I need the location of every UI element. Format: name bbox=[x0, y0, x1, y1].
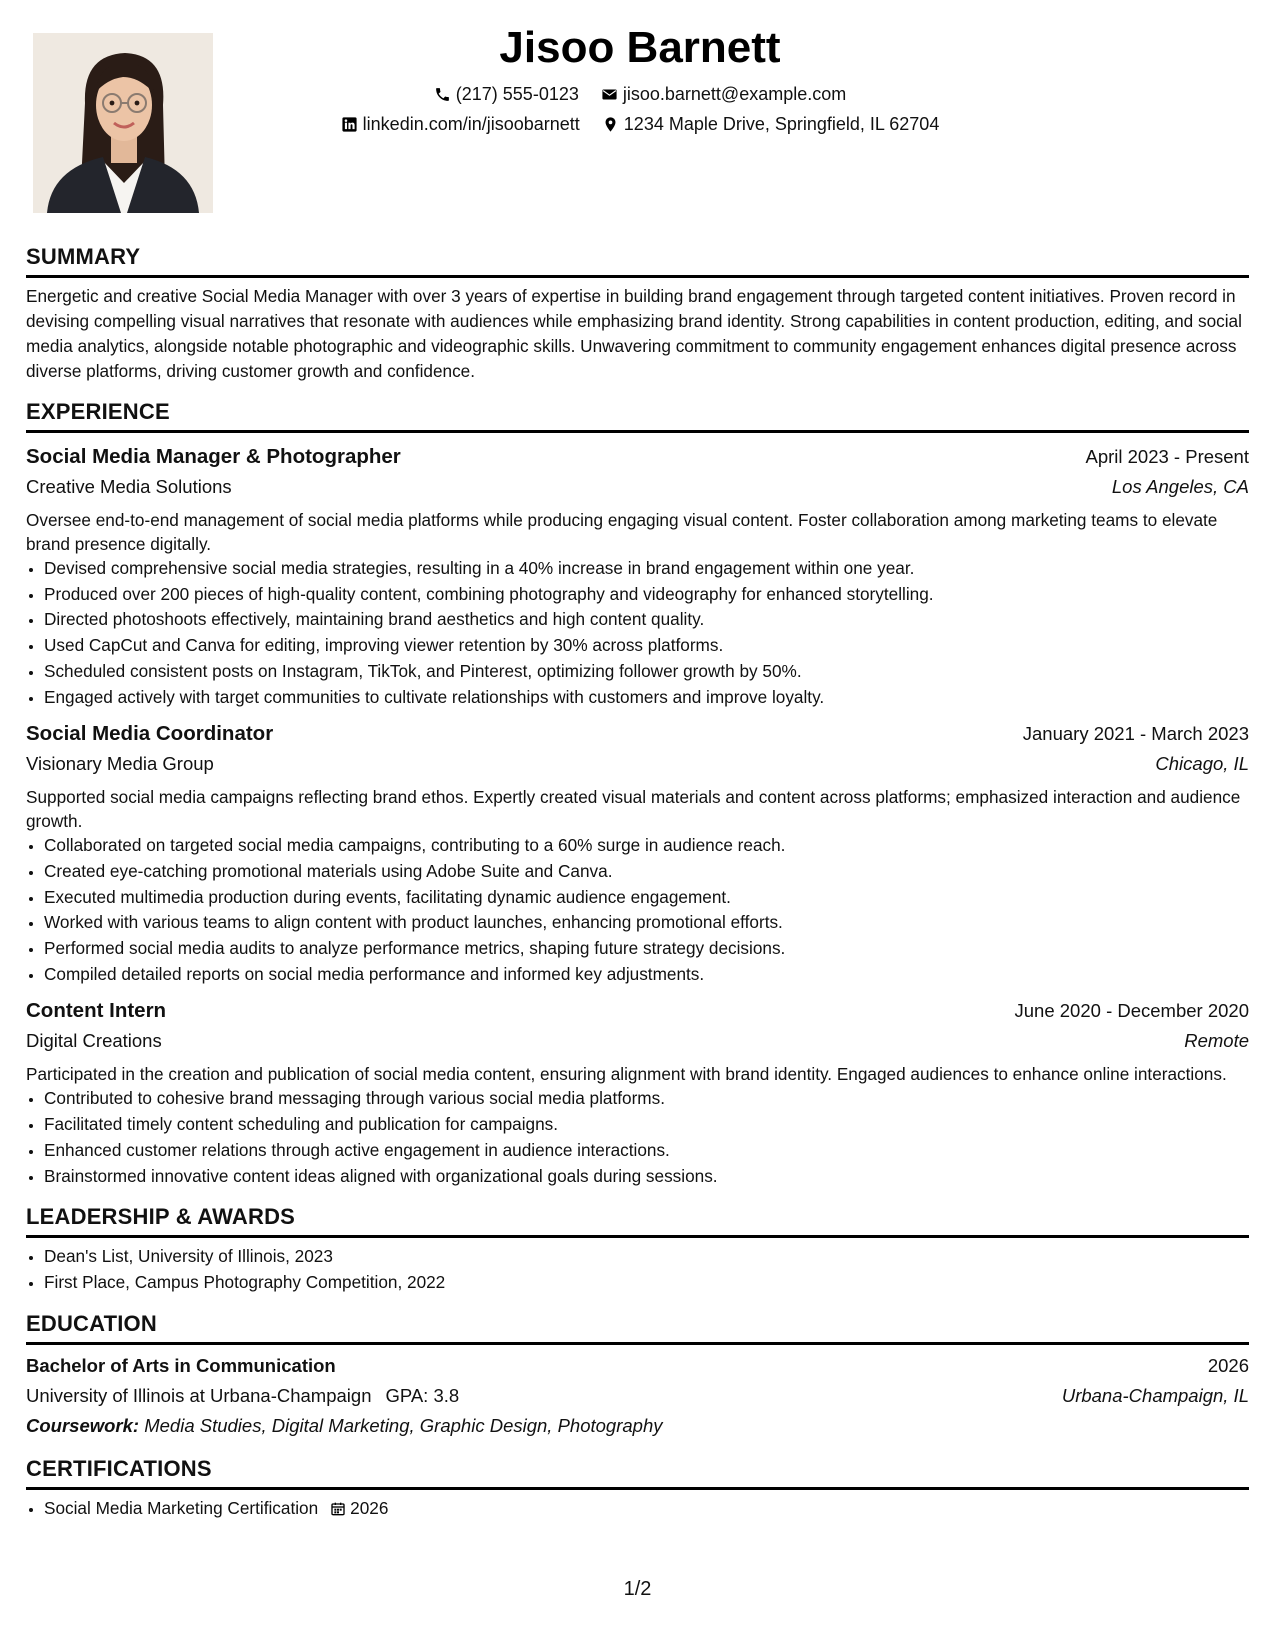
job-company-row bbox=[26, 1026, 1249, 1056]
education-heading: EDUCATION bbox=[26, 1310, 1249, 1345]
bullet-item: • Compiled detailed reports on social media performance and informed key adjustments. bbox=[44, 962, 1249, 988]
bullet-item: • Devised comprehensive social media strategies, resulting in a 40% increase in brand engagement within one year. bbox=[44, 556, 1249, 582]
coursework-line bbox=[26, 1411, 1249, 1441]
school-info bbox=[26, 1381, 459, 1411]
envelope-icon bbox=[601, 86, 618, 103]
education-entry bbox=[26, 1351, 1249, 1441]
coursework-list: Media Studies, Digital Marketing, Graphic Design, Photography bbox=[144, 1414, 663, 1436]
job-company: Creative Media Solutions bbox=[26, 476, 232, 497]
certification-row bbox=[44, 1496, 388, 1522]
linkedin-text[interactable]: linkedin.com/in/jisoobarnett bbox=[362, 114, 580, 134]
certifications-section bbox=[26, 1455, 1249, 1522]
resume-content bbox=[26, 243, 1249, 1535]
certifications-heading: CERTIFICATIONS bbox=[26, 1455, 1249, 1490]
job-description: Oversee end-to-end management of social media platforms while producing engaging visual content. Foster collaboration among marketing teams to elevate brand presence digitally. bbox=[26, 510, 1218, 554]
job-dates: January 2021 - March 2023 bbox=[1022, 723, 1249, 745]
degree-row bbox=[26, 1351, 1249, 1381]
bullet-item: • Enhanced customer relations through active engagement in audience interactions. bbox=[44, 1138, 1249, 1164]
job-location: Chicago, IL bbox=[1155, 753, 1249, 775]
profile-photo-image bbox=[33, 33, 213, 213]
graduation-year: 2026 bbox=[1207, 1354, 1249, 1376]
degree-title: Bachelor of Arts in Communication bbox=[26, 1354, 336, 1376]
job-entry bbox=[26, 996, 1249, 1189]
bullet-item: • Scheduled consistent posts on Instagram, TikTok, and Pinterest, optimizing follower growth by 50%. bbox=[44, 659, 1249, 685]
experience-section bbox=[26, 398, 1249, 1189]
job-title: Social Media Manager & Photographer bbox=[26, 445, 401, 468]
contact-line-1 bbox=[240, 82, 1040, 106]
school-name: University of Illinois at Urbana-Champaign bbox=[26, 1384, 372, 1406]
bullet-item: • Used CapCut and Canva for editing, improving viewer retention by 30% across platforms. bbox=[44, 633, 1249, 659]
job-title: Social Media Coordinator bbox=[26, 722, 274, 746]
bullet-item: • Facilitated timely content scheduling and publication for campaigns. bbox=[44, 1112, 1249, 1138]
profile-photo bbox=[33, 33, 213, 213]
certification-date-group bbox=[330, 1496, 388, 1522]
certification-item bbox=[44, 1496, 1249, 1522]
certifications-list bbox=[26, 1496, 1249, 1522]
job-entry bbox=[26, 442, 1249, 710]
job-title: Content Intern bbox=[26, 999, 167, 1023]
coursework-label: Coursework: bbox=[26, 1414, 140, 1436]
map-pin-icon bbox=[602, 116, 619, 133]
leadership-heading: LEADERSHIP & AWARDS bbox=[26, 1203, 1249, 1238]
certification-name: • Social Media Marketing Certification bbox=[44, 1497, 319, 1518]
job-company: Visionary Media Group bbox=[26, 753, 214, 775]
job-company-row bbox=[26, 749, 1249, 779]
email-contact[interactable] bbox=[601, 82, 846, 106]
resume-header bbox=[240, 20, 1040, 136]
summary-text: Energetic and creative Social Media Manager with over 3 years of expertise in building brand engagement through targeted content initiatives. Proven record in devising compelling visual narratives that resonate with audiences while emphasizing brand identity. Strong capabilities in content production, editing, and social media analytics, alongside notable photographic and videographic skills. Unwavering commitment to community engagement enhances digital presence across diverse platforms, driving customer growth and confidence. bbox=[26, 286, 1242, 381]
bullet-item: • Executed multimedia production during events, facilitating dynamic audience engagement. bbox=[44, 885, 1249, 911]
phone-contact bbox=[434, 82, 579, 106]
summary-heading: SUMMARY bbox=[26, 243, 1249, 278]
bullet-item: • Performed social media audits to analyze performance metrics, shaping future strategy decisions. bbox=[44, 936, 1249, 962]
job-bullets bbox=[26, 833, 1249, 987]
job-location: Los Angeles, CA bbox=[1111, 476, 1249, 497]
bullet-item: • Contributed to cohesive brand messaging through various social media platforms. bbox=[44, 1086, 1249, 1112]
summary-section bbox=[26, 243, 1249, 384]
school-row bbox=[26, 1381, 1249, 1411]
certification-date: 2026 bbox=[350, 1497, 389, 1518]
award-item: • First Place, Campus Photography Competition, 2022 bbox=[44, 1270, 1249, 1296]
leadership-list bbox=[26, 1244, 1249, 1295]
linkedin-contact[interactable] bbox=[341, 112, 580, 136]
job-title-row bbox=[26, 996, 1249, 1026]
bullet-item: • Collaborated on targeted social media campaigns, contributing to a 60% surge in audience reach. bbox=[44, 833, 1249, 859]
phone-text: (217) 555-0123 bbox=[455, 84, 579, 104]
job-description: Participated in the creation and publication of social media content, ensuring alignment with brand identity. Engaged audiences to enhance online interactions. bbox=[26, 1064, 1227, 1085]
job-location: Remote bbox=[1184, 1030, 1249, 1052]
calendar-icon bbox=[330, 1501, 346, 1517]
bullet-item: • Created eye-catching promotional materials using Adobe Suite and Canva. bbox=[44, 859, 1249, 885]
address-contact bbox=[602, 112, 940, 136]
linkedin-icon bbox=[341, 116, 358, 133]
award-item: • Dean's List, University of Illinois, 2023 bbox=[44, 1244, 1249, 1270]
leadership-section bbox=[26, 1203, 1249, 1295]
job-title-row bbox=[26, 442, 1249, 472]
bullet-item: • Worked with various teams to align content with product launches, enhancing promotional efforts. bbox=[44, 910, 1249, 936]
bullet-item: • Engaged actively with target communities to cultivate relationships with customers and improve loyalty. bbox=[44, 685, 1249, 711]
page-number: 1/2 bbox=[623, 1578, 652, 1600]
job-dates: April 2023 - Present bbox=[1085, 446, 1249, 467]
school-location: Urbana-Champaign, IL bbox=[1061, 1384, 1249, 1406]
bullet-item: • Produced over 200 pieces of high-quality content, combining photography and videography for enhanced storytelling. bbox=[44, 582, 1249, 608]
bullet-item: • Brainstormed innovative content ideas aligned with organizational goals during sessions. bbox=[44, 1164, 1249, 1190]
phone-icon bbox=[434, 86, 451, 103]
job-dates: June 2020 - December 2020 bbox=[1014, 1000, 1249, 1022]
job-entry bbox=[26, 719, 1249, 987]
education-section bbox=[26, 1310, 1249, 1441]
job-company: Digital Creations bbox=[26, 1030, 162, 1052]
gpa-text: GPA: 3.8 bbox=[385, 1384, 460, 1406]
experience-heading: EXPERIENCE bbox=[26, 398, 1249, 433]
candidate-name: Jisoo Barnett bbox=[499, 23, 781, 72]
job-description: Supported social media campaigns reflecting brand ethos. Expertly created visual materials and content across platforms; emphasized interaction and audience growth. bbox=[26, 787, 1241, 832]
job-bullets bbox=[26, 556, 1249, 710]
job-company-row bbox=[26, 472, 1249, 502]
bullet-item: • Directed photoshoots effectively, maintaining brand aesthetics and high content quality. bbox=[44, 607, 1249, 633]
contact-line-2 bbox=[240, 112, 1040, 136]
job-title-row bbox=[26, 719, 1249, 749]
job-bullets bbox=[26, 1086, 1249, 1189]
address-text: 1234 Maple Drive, Springfield, IL 62704 bbox=[623, 114, 940, 134]
email-text[interactable]: jisoo.barnett@example.com bbox=[622, 84, 847, 104]
